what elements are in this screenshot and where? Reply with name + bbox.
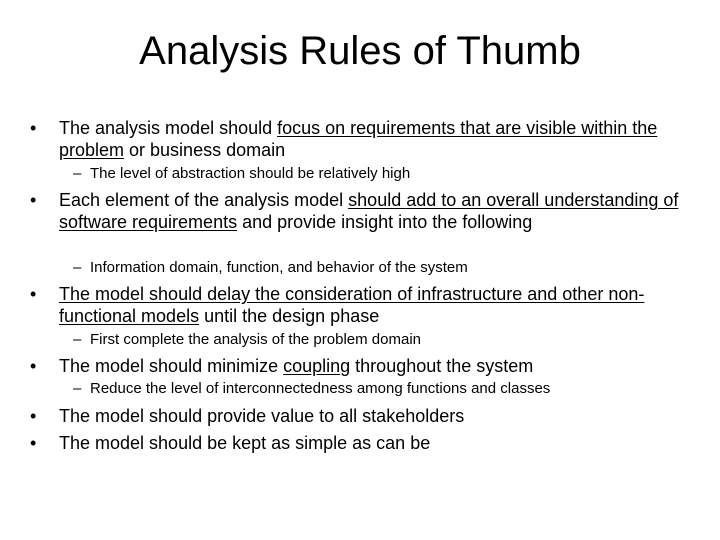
- bullet-text: The model should be kept as simple as can be: [59, 433, 431, 453]
- bullet-marker: •: [30, 356, 37, 376]
- sub-bullet-text: First complete the analysis of the problem domain: [90, 331, 421, 348]
- sub-bullet-item: [73, 259, 693, 277]
- bullet-text: [59, 355, 695, 377]
- sub-bullet-text: Reduce the level of interconnectedness among functions and classes: [90, 380, 551, 397]
- sub-bullet-item: [73, 165, 693, 183]
- sub-bullet-marker: –: [73, 165, 82, 182]
- bullet-text: [59, 117, 695, 161]
- bullet-text: The model should provide value to all stakeholders: [59, 406, 465, 426]
- bullet-marker: •: [30, 433, 37, 453]
- bullet-marker: •: [30, 406, 37, 426]
- bullet-text-part: The model should minimize: [59, 356, 284, 376]
- bullet-item: [30, 355, 695, 377]
- bullet-item: [30, 117, 695, 161]
- sub-bullet-text: Information domain, function, and behavior of the system: [90, 259, 468, 276]
- bullet-marker: •: [30, 118, 37, 138]
- sub-bullet-marker: –: [73, 331, 82, 348]
- bullet-text-part: throughout the system: [350, 356, 534, 376]
- bullet-text-underlined: coupling: [283, 356, 351, 376]
- bullet-text: [59, 189, 695, 233]
- sub-bullet-item: [73, 331, 693, 349]
- bullet-marker: •: [30, 190, 37, 210]
- bullet-item: [30, 189, 695, 233]
- bullet-text-part: The analysis model should: [59, 118, 278, 138]
- bullet-text-underlined: should add to an overall understanding of software requirements: [59, 190, 679, 232]
- bullet-item: [30, 405, 695, 427]
- bullet-text-part: and provide insight into the following: [237, 212, 533, 232]
- bullet-text-part: until the design phase: [199, 306, 380, 326]
- sub-bullet-text: The level of abstraction should be relatively high: [90, 165, 411, 182]
- sub-bullet-marker: –: [73, 259, 82, 276]
- bullet-item: [30, 283, 695, 327]
- bullet-item: [30, 432, 695, 454]
- sub-bullet-marker: –: [73, 380, 82, 397]
- bullet-text-underlined: focus on requirements that are visible within the problem: [59, 118, 658, 160]
- sub-bullet-item: [73, 380, 693, 398]
- bullet-text-part: Each element of the analysis model: [59, 190, 349, 210]
- bullet-text-part: or business domain: [124, 140, 286, 160]
- bullet-text-underlined: The model should delay the consideration of infrastructure and other non-functional models: [59, 284, 645, 326]
- bullet-text: [59, 283, 695, 327]
- bullet-marker: •: [30, 284, 37, 304]
- slide-title: Analysis Rules of Thumb: [139, 29, 581, 73]
